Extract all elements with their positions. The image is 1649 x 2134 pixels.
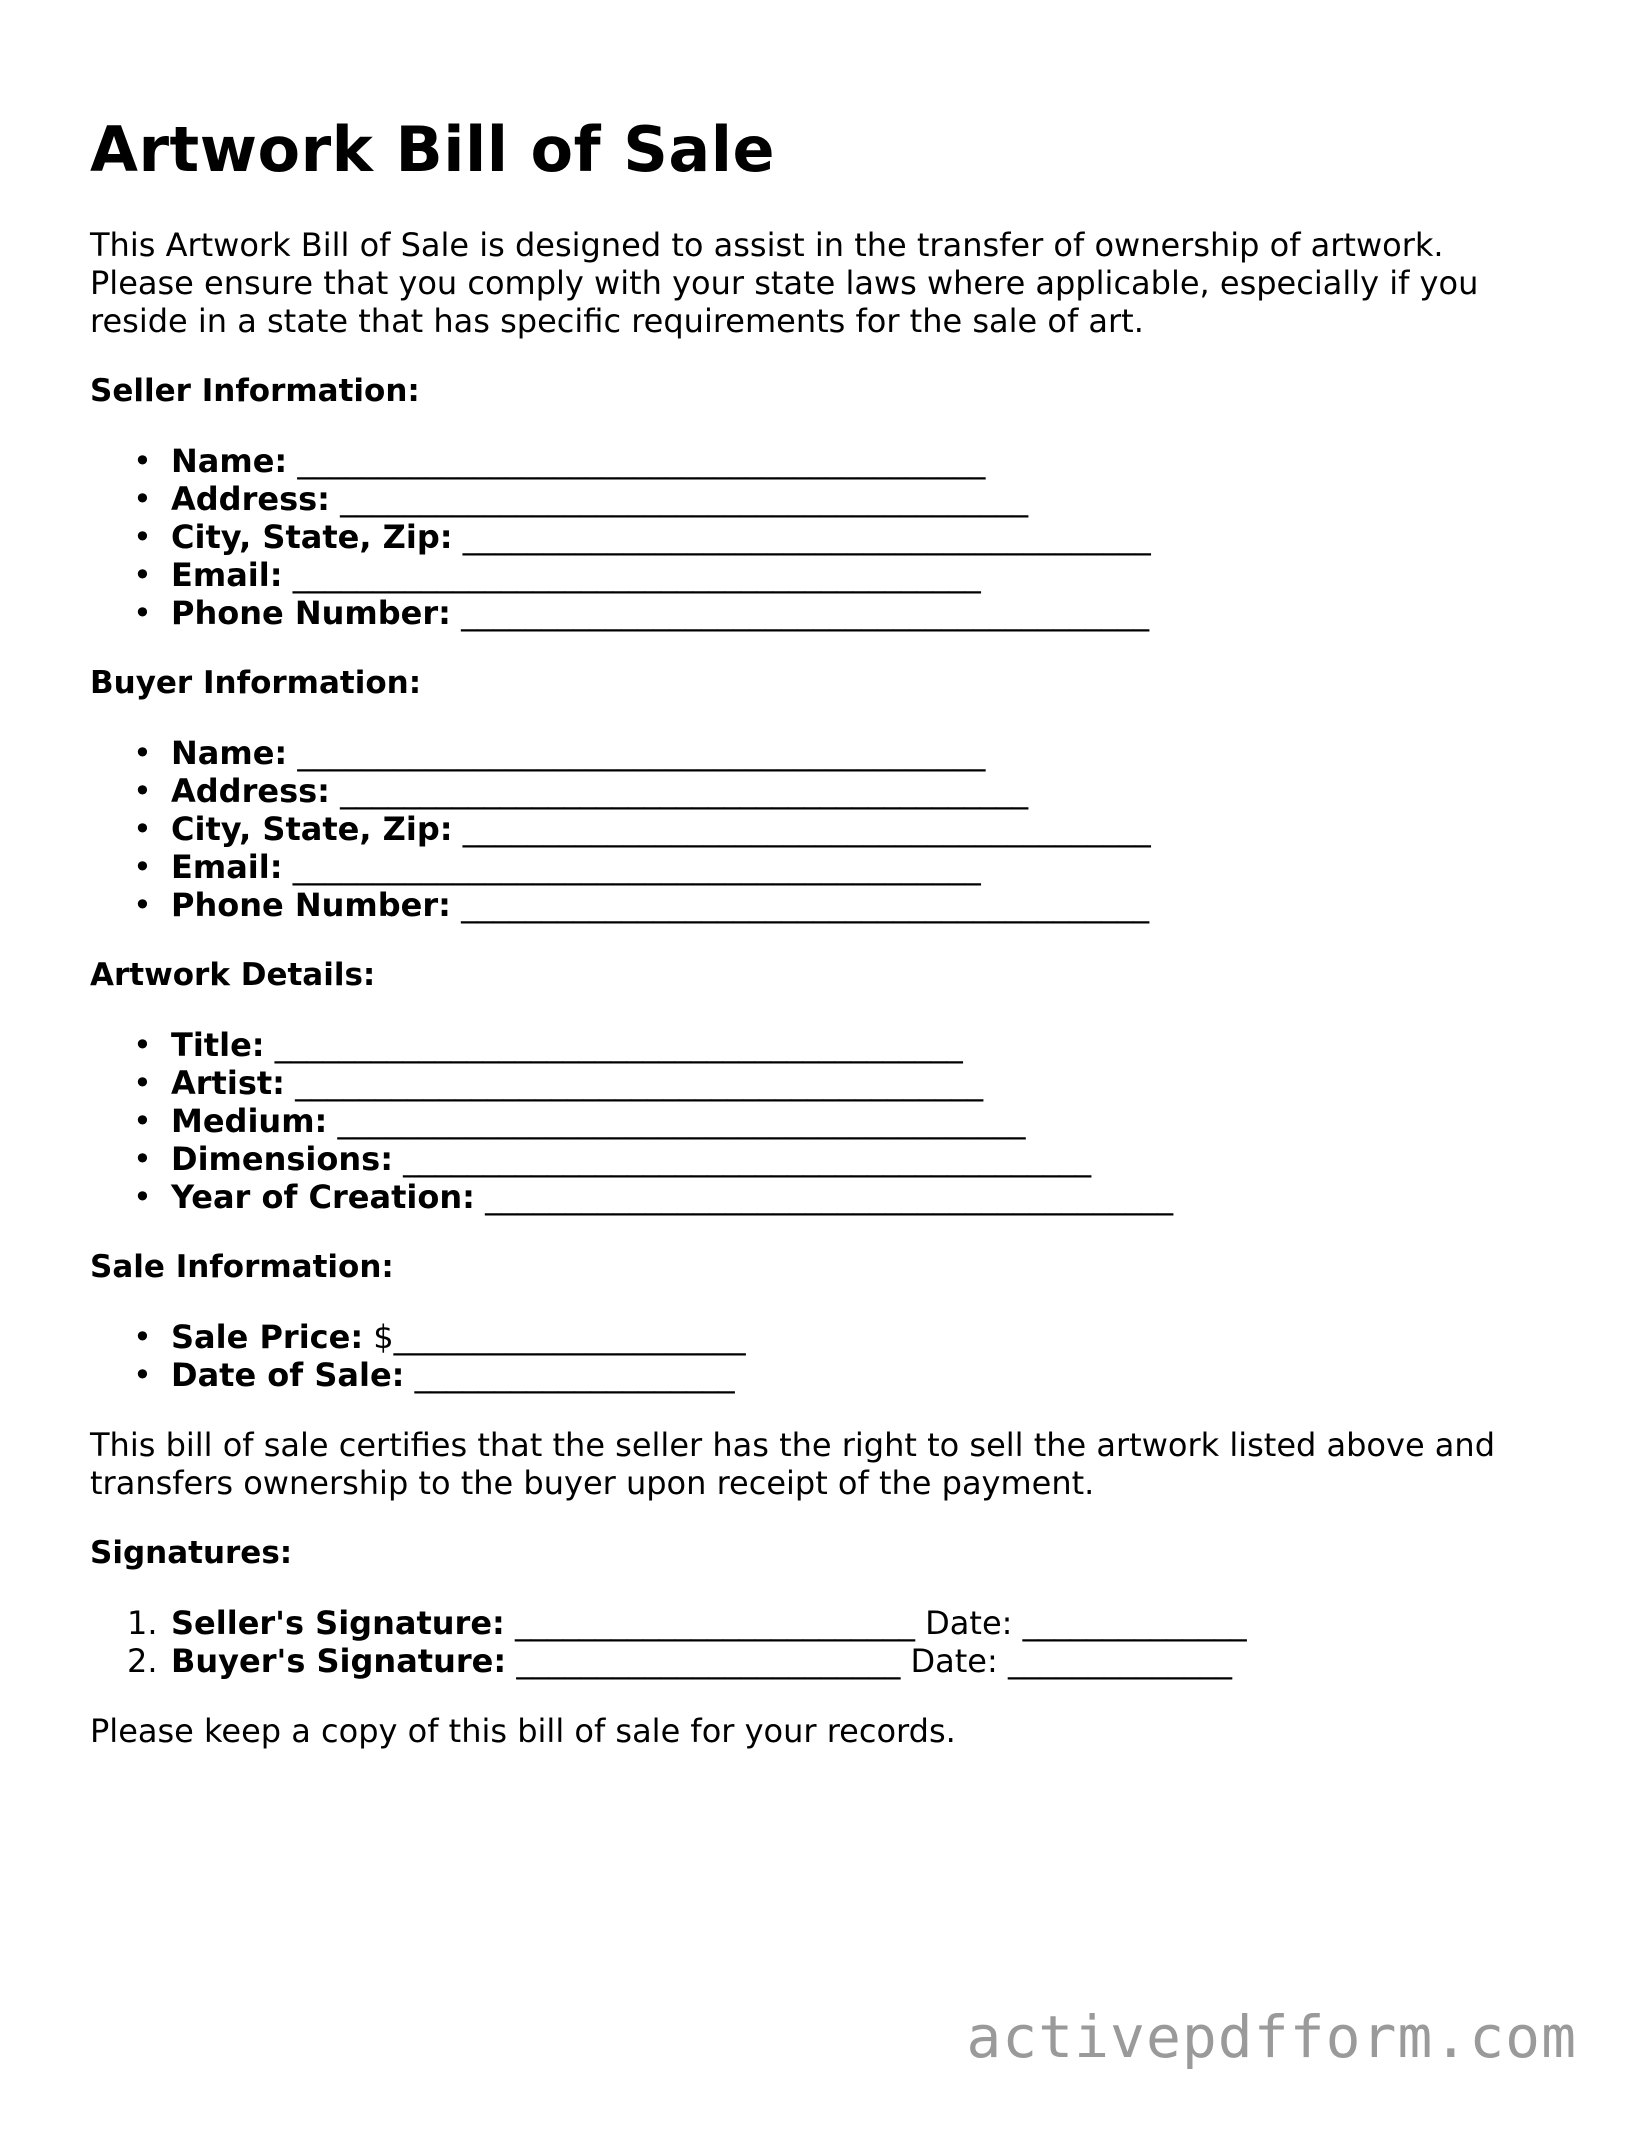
date-label: Date: bbox=[914, 1604, 1023, 1642]
field-label: Name: bbox=[171, 442, 288, 480]
field-label: Medium: bbox=[171, 1102, 328, 1140]
field-blank[interactable]: ___________________________________________ bbox=[284, 1064, 984, 1102]
sale-date-field[interactable] bbox=[90, 1356, 1550, 1394]
seller-address-field[interactable] bbox=[90, 480, 1550, 518]
buyer-email-field[interactable] bbox=[90, 848, 1550, 886]
date-blank[interactable]: ______________ bbox=[1007, 1642, 1232, 1680]
artwork-artist-field[interactable] bbox=[90, 1064, 1550, 1102]
buyer-fields bbox=[90, 734, 1550, 924]
seller-fields bbox=[90, 442, 1550, 632]
field-blank[interactable]: ___________________________________________ bbox=[450, 594, 1150, 632]
field-blank[interactable]: $______________________ bbox=[363, 1318, 746, 1356]
signature-blank[interactable]: ________________________ bbox=[506, 1642, 901, 1680]
artwork-medium-field[interactable] bbox=[90, 1102, 1550, 1140]
field-blank[interactable]: ___________________________________________ bbox=[282, 556, 981, 594]
artwork-heading: Artwork Details: bbox=[90, 957, 376, 993]
field-blank[interactable]: ___________________________________________ bbox=[264, 1026, 963, 1064]
field-label: Sale Price: bbox=[171, 1318, 364, 1356]
artwork-fields bbox=[90, 1026, 1550, 1216]
field-label: City, State, Zip: bbox=[171, 810, 453, 848]
certification-paragraph bbox=[90, 1426, 1550, 1502]
list-number: 2. bbox=[127, 1642, 158, 1680]
field-label: Date of Sale: bbox=[171, 1356, 405, 1394]
field-label: Address: bbox=[171, 480, 330, 518]
intro-paragraph bbox=[90, 226, 1550, 340]
certification-line: This bill of sale certifies that the seller has the right to sell the artwork listed above and bbox=[90, 1426, 1495, 1464]
intro-line: reside in a state that has specific requirements for the sale of art. bbox=[90, 302, 1144, 340]
field-blank[interactable]: ___________________________________________ bbox=[474, 1178, 1174, 1216]
field-blank[interactable]: ___________________________________________ bbox=[287, 442, 986, 480]
intro-line: Please ensure that you comply with your state laws where applicable, especially if you bbox=[90, 264, 1479, 302]
date-blank[interactable]: ______________ bbox=[1022, 1604, 1247, 1642]
buyer-signature-line[interactable] bbox=[90, 1642, 1550, 1680]
field-blank[interactable]: ___________________________________________ bbox=[452, 810, 1151, 848]
field-label: Artist: bbox=[171, 1064, 285, 1102]
seller-heading: Seller Information: bbox=[90, 373, 420, 409]
field-label: Phone Number: bbox=[171, 886, 451, 924]
sale-fields bbox=[90, 1318, 1550, 1394]
field-blank[interactable]: ____________________ bbox=[404, 1356, 735, 1394]
field-label: Buyer's Signature: bbox=[171, 1642, 507, 1680]
signature-list bbox=[90, 1604, 1550, 1680]
document-page bbox=[90, 112, 1550, 1750]
field-label: Seller's Signature: bbox=[171, 1604, 505, 1642]
field-label: Address: bbox=[171, 772, 330, 810]
seller-phone-field[interactable] bbox=[90, 594, 1550, 632]
buyer-name-field[interactable] bbox=[90, 734, 1550, 772]
field-blank[interactable]: ___________________________________________ bbox=[287, 734, 986, 772]
field-label: Title: bbox=[171, 1026, 265, 1064]
artwork-title-field[interactable] bbox=[90, 1026, 1550, 1064]
signature-blank[interactable]: _________________________ bbox=[504, 1604, 915, 1642]
field-blank[interactable]: ___________________________________________ bbox=[329, 480, 1029, 518]
field-label: Phone Number: bbox=[171, 594, 451, 632]
date-label: Date: bbox=[900, 1642, 1008, 1680]
field-blank[interactable]: ___________________________________________ bbox=[450, 886, 1150, 924]
field-label: Email: bbox=[171, 848, 283, 886]
buyer-phone-field[interactable] bbox=[90, 886, 1550, 924]
closing-note: Please keep a copy of this bill of sale for your records. bbox=[90, 1712, 956, 1750]
artwork-year-field[interactable] bbox=[90, 1178, 1550, 1216]
field-label: Name: bbox=[171, 734, 288, 772]
field-label: City, State, Zip: bbox=[171, 518, 453, 556]
field-label: Year of Creation: bbox=[171, 1178, 475, 1216]
intro-line: This Artwork Bill of Sale is designed to assist in the transfer of ownership of artwork. bbox=[90, 226, 1444, 264]
artwork-dimensions-field[interactable] bbox=[90, 1140, 1550, 1178]
field-blank[interactable]: ___________________________________________ bbox=[329, 772, 1029, 810]
field-label: Email: bbox=[171, 556, 283, 594]
watermark-text: activepdfform.com bbox=[966, 2003, 1577, 2071]
seller-email-field[interactable] bbox=[90, 556, 1550, 594]
list-number: 1. bbox=[127, 1604, 158, 1642]
signatures-heading: Signatures: bbox=[90, 1535, 293, 1571]
buyer-city-state-zip-field[interactable] bbox=[90, 810, 1550, 848]
page-title: Artwork Bill of Sale bbox=[90, 113, 776, 186]
seller-city-state-zip-field[interactable] bbox=[90, 518, 1550, 556]
field-blank[interactable]: ___________________________________________ bbox=[392, 1140, 1092, 1178]
sale-price-field[interactable] bbox=[90, 1318, 1550, 1356]
sale-heading: Sale Information: bbox=[90, 1249, 394, 1285]
certification-line: transfers ownership to the buyer upon receipt of the payment. bbox=[90, 1464, 1095, 1502]
seller-name-field[interactable] bbox=[90, 442, 1550, 480]
field-label: Dimensions: bbox=[171, 1140, 393, 1178]
field-blank[interactable]: ___________________________________________ bbox=[327, 1102, 1026, 1140]
field-blank[interactable]: ___________________________________________ bbox=[452, 518, 1151, 556]
seller-signature-line[interactable] bbox=[90, 1604, 1550, 1642]
buyer-address-field[interactable] bbox=[90, 772, 1550, 810]
buyer-heading: Buyer Information: bbox=[90, 665, 422, 701]
field-blank[interactable]: ___________________________________________ bbox=[282, 848, 981, 886]
